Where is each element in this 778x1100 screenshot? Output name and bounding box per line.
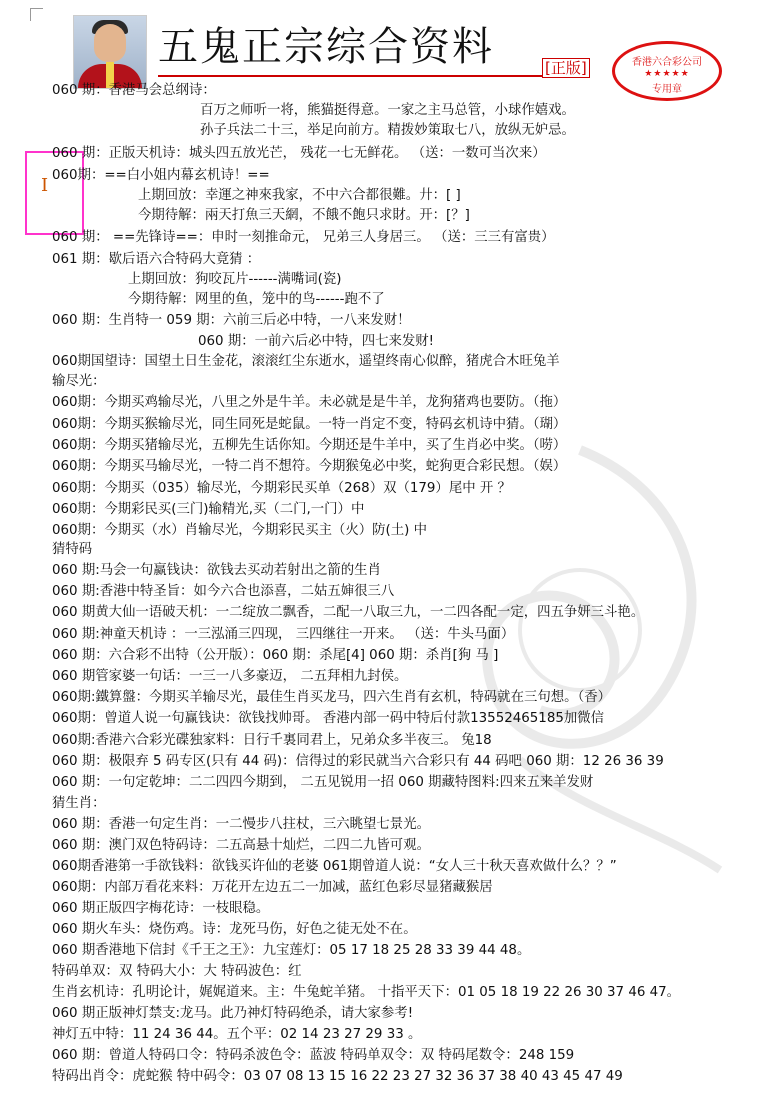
cursor-marker-char: I	[41, 175, 49, 196]
text-line: 060 期正版四字梅花诗：一枝眼稳。	[52, 901, 270, 916]
text-line: 060期：今期买猴输尽光，同生同死是蛇鼠。一特一肖定不变，特码玄机诗中猜。（瑚）	[52, 417, 567, 432]
text-line: 060期：内部万看花来料：万花开左边五二一加减，蓝红色彩尽显猪藏猴居	[52, 880, 493, 895]
text-line: 今期待解：兩天打魚三天網，不餓不飽只求財。开：[？]	[138, 208, 470, 223]
text-line: 060 期：香港马会总纲诗：	[52, 83, 216, 98]
text-line: 060期：今期买猪输尽光，五柳先生话你知。今期还是牛羊中，买了生肖必中奖。（唠）	[52, 438, 567, 453]
text-line: 060 期:神童天机诗 ：一三泓涌三四现， 三四继往一开来。 （送：牛头马面）	[52, 627, 515, 642]
text-line: 输尽光：	[52, 374, 106, 389]
text-line: 061 期：歇后语六合特码大竟猜 ：	[52, 252, 261, 267]
text-line: 060 期：一句定乾坤：二二四四今期到， 二五见锐用一招 060 期藏特图料:四来五来羊发财	[52, 775, 594, 790]
text-line: 060 期:马会一句赢钱诀：欲钱去买动若射出之箭的生肖	[52, 563, 381, 578]
text-line: 百万之师听一将，熊猫挺得意。一家之主马总管，小球作嬉戏。	[200, 103, 575, 118]
text-line: 060 期： ==先锋诗==：申时一刻推命元， 兄弟三人身居三。 （送：三三有富贵）	[52, 230, 555, 245]
text-line: 060期香港第一手欲钱料：欲钱买许仙的老婆 061期曾道人说：“女人三十秋天喜欢做什么？？”	[52, 859, 617, 874]
company-seal	[612, 41, 722, 101]
text-line: 060 期：极限弃 5 码专区(只有 44 码)：信得过的彩民就当六合彩只有 44 码吧 060 期：12 26 36 39	[52, 754, 664, 769]
text-line: 060 期：一前六后必中特，四七来发财!	[198, 334, 435, 349]
seal-top-text: 香港六合彩公司	[632, 57, 702, 68]
text-line: 060 期:香港中特圣旨：如今六合也添喜，二姑五婶很三八	[52, 584, 395, 599]
text-line: 060期：==白小姐内幕玄机诗！==	[52, 168, 270, 183]
seal-bottom-text: 专用章	[652, 84, 682, 95]
text-line: 神灯五中特：11 24 36 44。五个平：02 14 23 27 29 33 。	[52, 1027, 422, 1042]
corner-mark	[30, 8, 43, 21]
page-title: 五鬼正宗综合资料	[158, 24, 494, 70]
text-line: 060期:鐵算盤：今期买羊输尽光，最佳生肖买龙马，四六生肖有玄机，特码就在三句想。（香）	[52, 690, 611, 705]
text-line: 060 期香港地下信封《千王之王》：九宝莲灯：05 17 18 25 28 33 39 44 48。	[52, 943, 531, 958]
text-line: 060期：曾道人说一句赢钱诀：欲钱找帅哥。 香港内部一码中特后付款13552465185加微信	[52, 711, 605, 726]
text-line: 060 期黄大仙一语破天机：一二绽放二飘香，二配一八取三九，一二四各配一定，四五争妍三斗艳。	[52, 605, 645, 620]
text-line: 060期：今期买鸡输尽光，八里之外是牛羊。未必就是是牛羊，龙狗猪鸡也要防。（拖）	[52, 395, 567, 410]
text-line: 060期：今期买（水）肖输尽光，今期彩民买主（火）防(土) 中	[52, 523, 428, 538]
text-line: 060 期：澳门双色特码诗：二五高悬十灿烂，二四二九皆可观。	[52, 838, 430, 853]
text-line: 猜生肖：	[52, 796, 106, 811]
text-line: 060 期：生肖特一 059 期：六前三后必中特，一八来发财！	[52, 313, 411, 328]
text-line: 060期国望诗：国望土日生金花，滚滚红尘东逝水，遥望终南心似醉，猪虎合木旺兔羊	[52, 354, 560, 369]
text-line: 060 期管家婆一句话：一三一八多豪迈， 二五拜相九封侯。	[52, 669, 408, 684]
text-line: 060 期：六合彩不出特（公开版）：060 期：杀尾[4] 060 期：杀肖[狗 马 ]	[52, 648, 499, 663]
text-line: 060 期正版神灯禁支:龙马。此乃神灯特码绝杀，请大家参考!	[52, 1006, 414, 1021]
text-line: 上期回放：幸運之神來我家，不中六合都很難。廾：[ ]	[138, 188, 461, 203]
text-line: 060期:香港六合彩光碟独家料：日行千裏同君上，兄弟众多半夜三。 兔18	[52, 733, 492, 748]
text-line: 060 期：曾道人特码口令：特码杀波色令：蓝波 特码单双令：双 特码尾数令：248 159	[52, 1048, 575, 1063]
seal-stars: ★★★★★	[644, 69, 690, 79]
text-line: 060期：今期彩民买(三门)输精光,买（二门,一门）中	[52, 502, 365, 517]
text-line: 060期：今期买（035）输尽光，今期彩民买单（268）双（179）尾中 开 ？	[52, 481, 511, 496]
text-line: 060 期：正版天机诗：城头四五放光芒， 残花一七无鲜花。 （送：一数可当次来）	[52, 146, 546, 161]
text-line: 猜特码	[52, 542, 93, 557]
text-line: 特码单双：双 特码大小：大 特码波色：红	[52, 964, 302, 979]
edition-badge: [正版]	[542, 58, 590, 78]
text-line: 生肖玄机诗：孔明论计，娓娓道来。主：牛兔蛇羊猪。 十指平天下：01 05 18 19 22 26 30 37 46 47。	[52, 985, 681, 1000]
portrait-photo	[73, 15, 147, 89]
text-line: 060 期：香港一句定生肖：一二慢步八拄杖，三六眺望七景光。	[52, 817, 430, 832]
cursor-marker-box	[25, 151, 84, 235]
title-underline	[158, 75, 542, 77]
text-line: 060期：今期买马输尽光，一特二肖不想符。今期猴兔必中奖，蛇狗更合彩民想。（娱）	[52, 459, 567, 474]
text-line: 上期回放：狗咬瓦片------满嘴词(瓷)	[128, 272, 342, 287]
text-line: 特码出肖令：虎蛇猴 特中码令：03 07 08 13 15 16 22 23 27 32 36 37 38 40 43 45 47 49	[52, 1069, 623, 1084]
text-line: 孙子兵法二十三，举足向前方。精拨妙策取七八，放纵无妒忌。	[200, 123, 575, 138]
text-line: 060 期火车头：烧伤鸡。诗：龙死马伤，好色之徒无处不在。	[52, 922, 417, 937]
text-line: 今期待解：网里的鱼，笼中的鸟------跑不了	[128, 292, 385, 307]
